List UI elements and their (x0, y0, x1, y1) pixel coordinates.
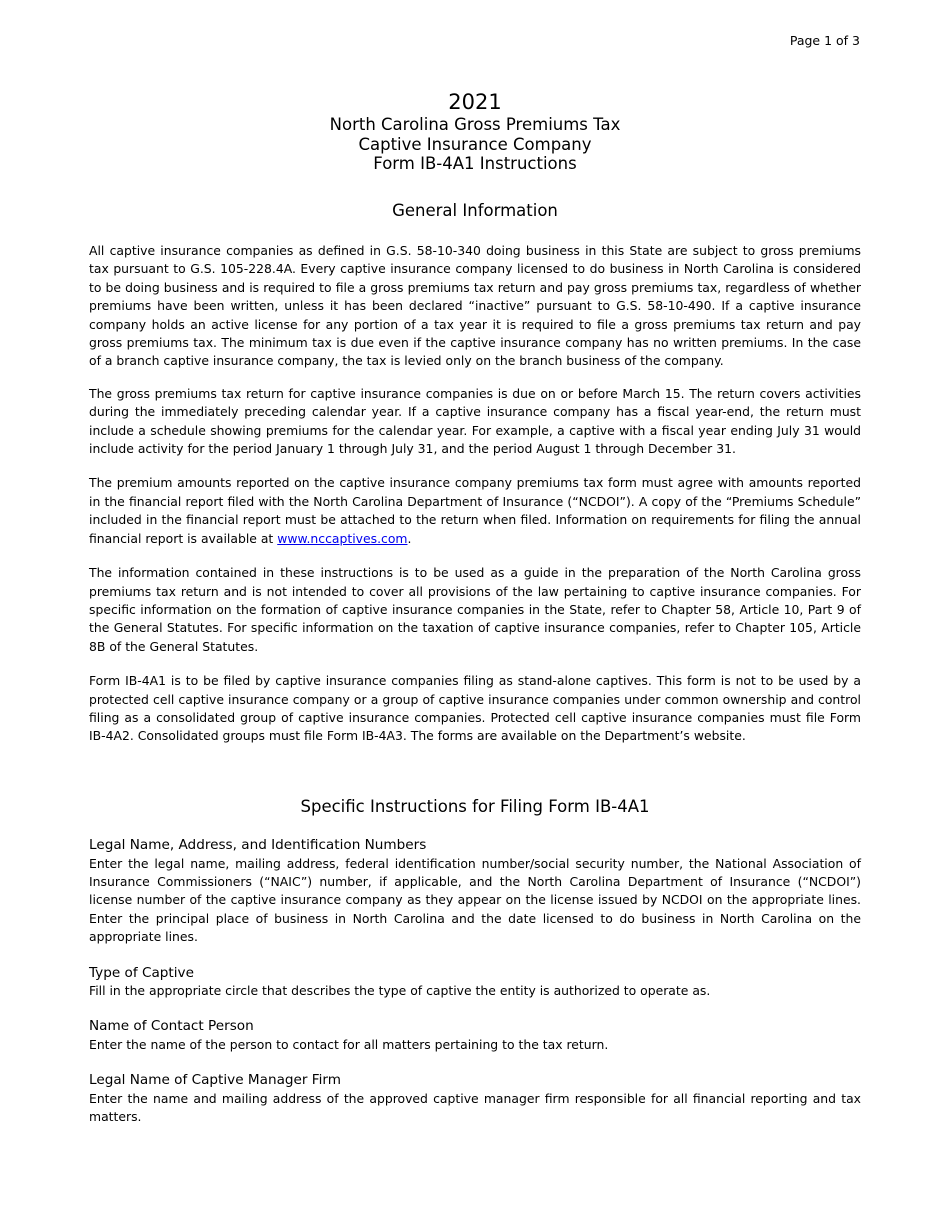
specific-instructions-section (89, 836, 861, 1127)
instruction-body: Fill in the appropriate circle that describes the type of captive the entity is authorized to operate as. (89, 983, 711, 999)
instruction-body: Enter the name and mailing address of the approved captive manager firm responsible for all financial reporting and tax matters. (89, 1090, 861, 1125)
general-paragraph-2: The gross premiums tax return for captive insurance companies is due on or before March 15. The return covers activities during the immediately preceding calendar year. If a captive insurance company has a fiscal year-end, the return must include a schedule showing premiums for the calendar year. For example, a captive with a fiscal year ending July 31 would include activity for the period January 1 through July 31, and the period August 1 through December 31. (89, 385, 861, 457)
instruction-heading: Type of Captive (89, 964, 194, 981)
tax-year: 2021 (448, 90, 502, 114)
instruction-heading: Legal Name of Captive Manager Firm (89, 1072, 341, 1089)
general-paragraph-3-text: The premium amounts reported on the captive insurance company premiums tax form must agree with amounts reported in the financial report filed with the North Carolina Department of Insurance (“NCDOI”). A copy of the “Premiums Schedule” included in the financial report must be attached to the return when filed. Information on requirements for filing the annual financial report is available at (89, 475, 861, 546)
instruction-body: Enter the name of the person to contact for all matters pertaining to the tax return. (89, 1036, 609, 1052)
document-header (0, 89, 950, 174)
instruction-heading: Name of Contact Person (89, 1018, 254, 1035)
title-line-1: North Carolina Gross Premiums Tax (329, 115, 621, 134)
general-paragraph-3-end: . (407, 530, 412, 546)
general-paragraph-5: Form IB-4A1 is to be filed by captive insurance companies filing as stand-alone captives. This form is not to be used by a protected cell captive insurance company or a group of captive insurance companies under common ownership and control filing as a consolidated group of captive insurance companies. Protected cell captive insurance companies must file Form IB-4A2. Consolidated groups must file Form IB-4A3. The forms are available on the Department’s website. (89, 673, 861, 744)
general-information-section (89, 242, 861, 746)
specific-instructions-heading: Specific Instructions for Filing Form IB-4A1 (300, 797, 650, 816)
title-line-2: Captive Insurance Company (358, 134, 592, 154)
instruction-body: Enter the legal name, mailing address, federal identification number/social security number, the National Association of Insurance Commissioners (“NAIC”) number, if applicable, and the North Carolina Department of Insurance (“NCDOI”) license number of the captive insurance company as they appear on the license issued by NCDOI on the appropriate lines. Enter the principal place of business in North Carolina and the date licensed to do business in North Carolina on the appropriate lines. (89, 855, 861, 945)
nccaptives-link[interactable]: www.nccaptives.com (277, 530, 408, 546)
general-paragraph-1: All captive insurance companies as defined in G.S. 58-10-340 doing business in this State are subject to gross premiums tax pursuant to G.S. 105-228.4A. Every captive insurance company licensed to do business in North Carolina is considered to be doing business and is required to file a gross premiums tax return and pay gross premiums tax, regardless of whether premiums have been written, unless it has been declared “inactive” pursuant to G.S. 58-10-490. If a captive insurance company holds an active license for any portion of a tax year it is required to file a gross premiums tax return and pay gross premiums tax. The minimum tax is due even if the captive insurance company has no written premiums. In the case of a branch captive insurance company, the tax is levied only on the branch business of the company. (89, 243, 861, 369)
instruction-item (89, 1017, 861, 1054)
general-paragraph-4: The information contained in these instructions is to be used as a guide in the preparation of the North Carolina gross premiums tax return and is not intended to cover all provisions of the law pertaining to captive insurance companies. For specific information on the formation of captive insurance companies in the State, refer to Chapter 58, Article 10, Part 9 of the General Statutes. For specific information on the taxation of captive insurance companies, refer to Chapter 105, Article 8B of the General Statutes. (89, 565, 861, 654)
general-information-heading: General Information (392, 201, 558, 220)
instruction-item (89, 964, 861, 1001)
instruction-item (89, 836, 861, 947)
title-line-3: Form IB-4A1 Instructions (373, 154, 577, 173)
general-paragraph-3 (89, 474, 861, 548)
instruction-heading: Legal Name, Address, and Identification Numbers (89, 837, 427, 853)
instruction-item (89, 1071, 861, 1126)
page-number: Page 1 of 3 (789, 33, 860, 48)
